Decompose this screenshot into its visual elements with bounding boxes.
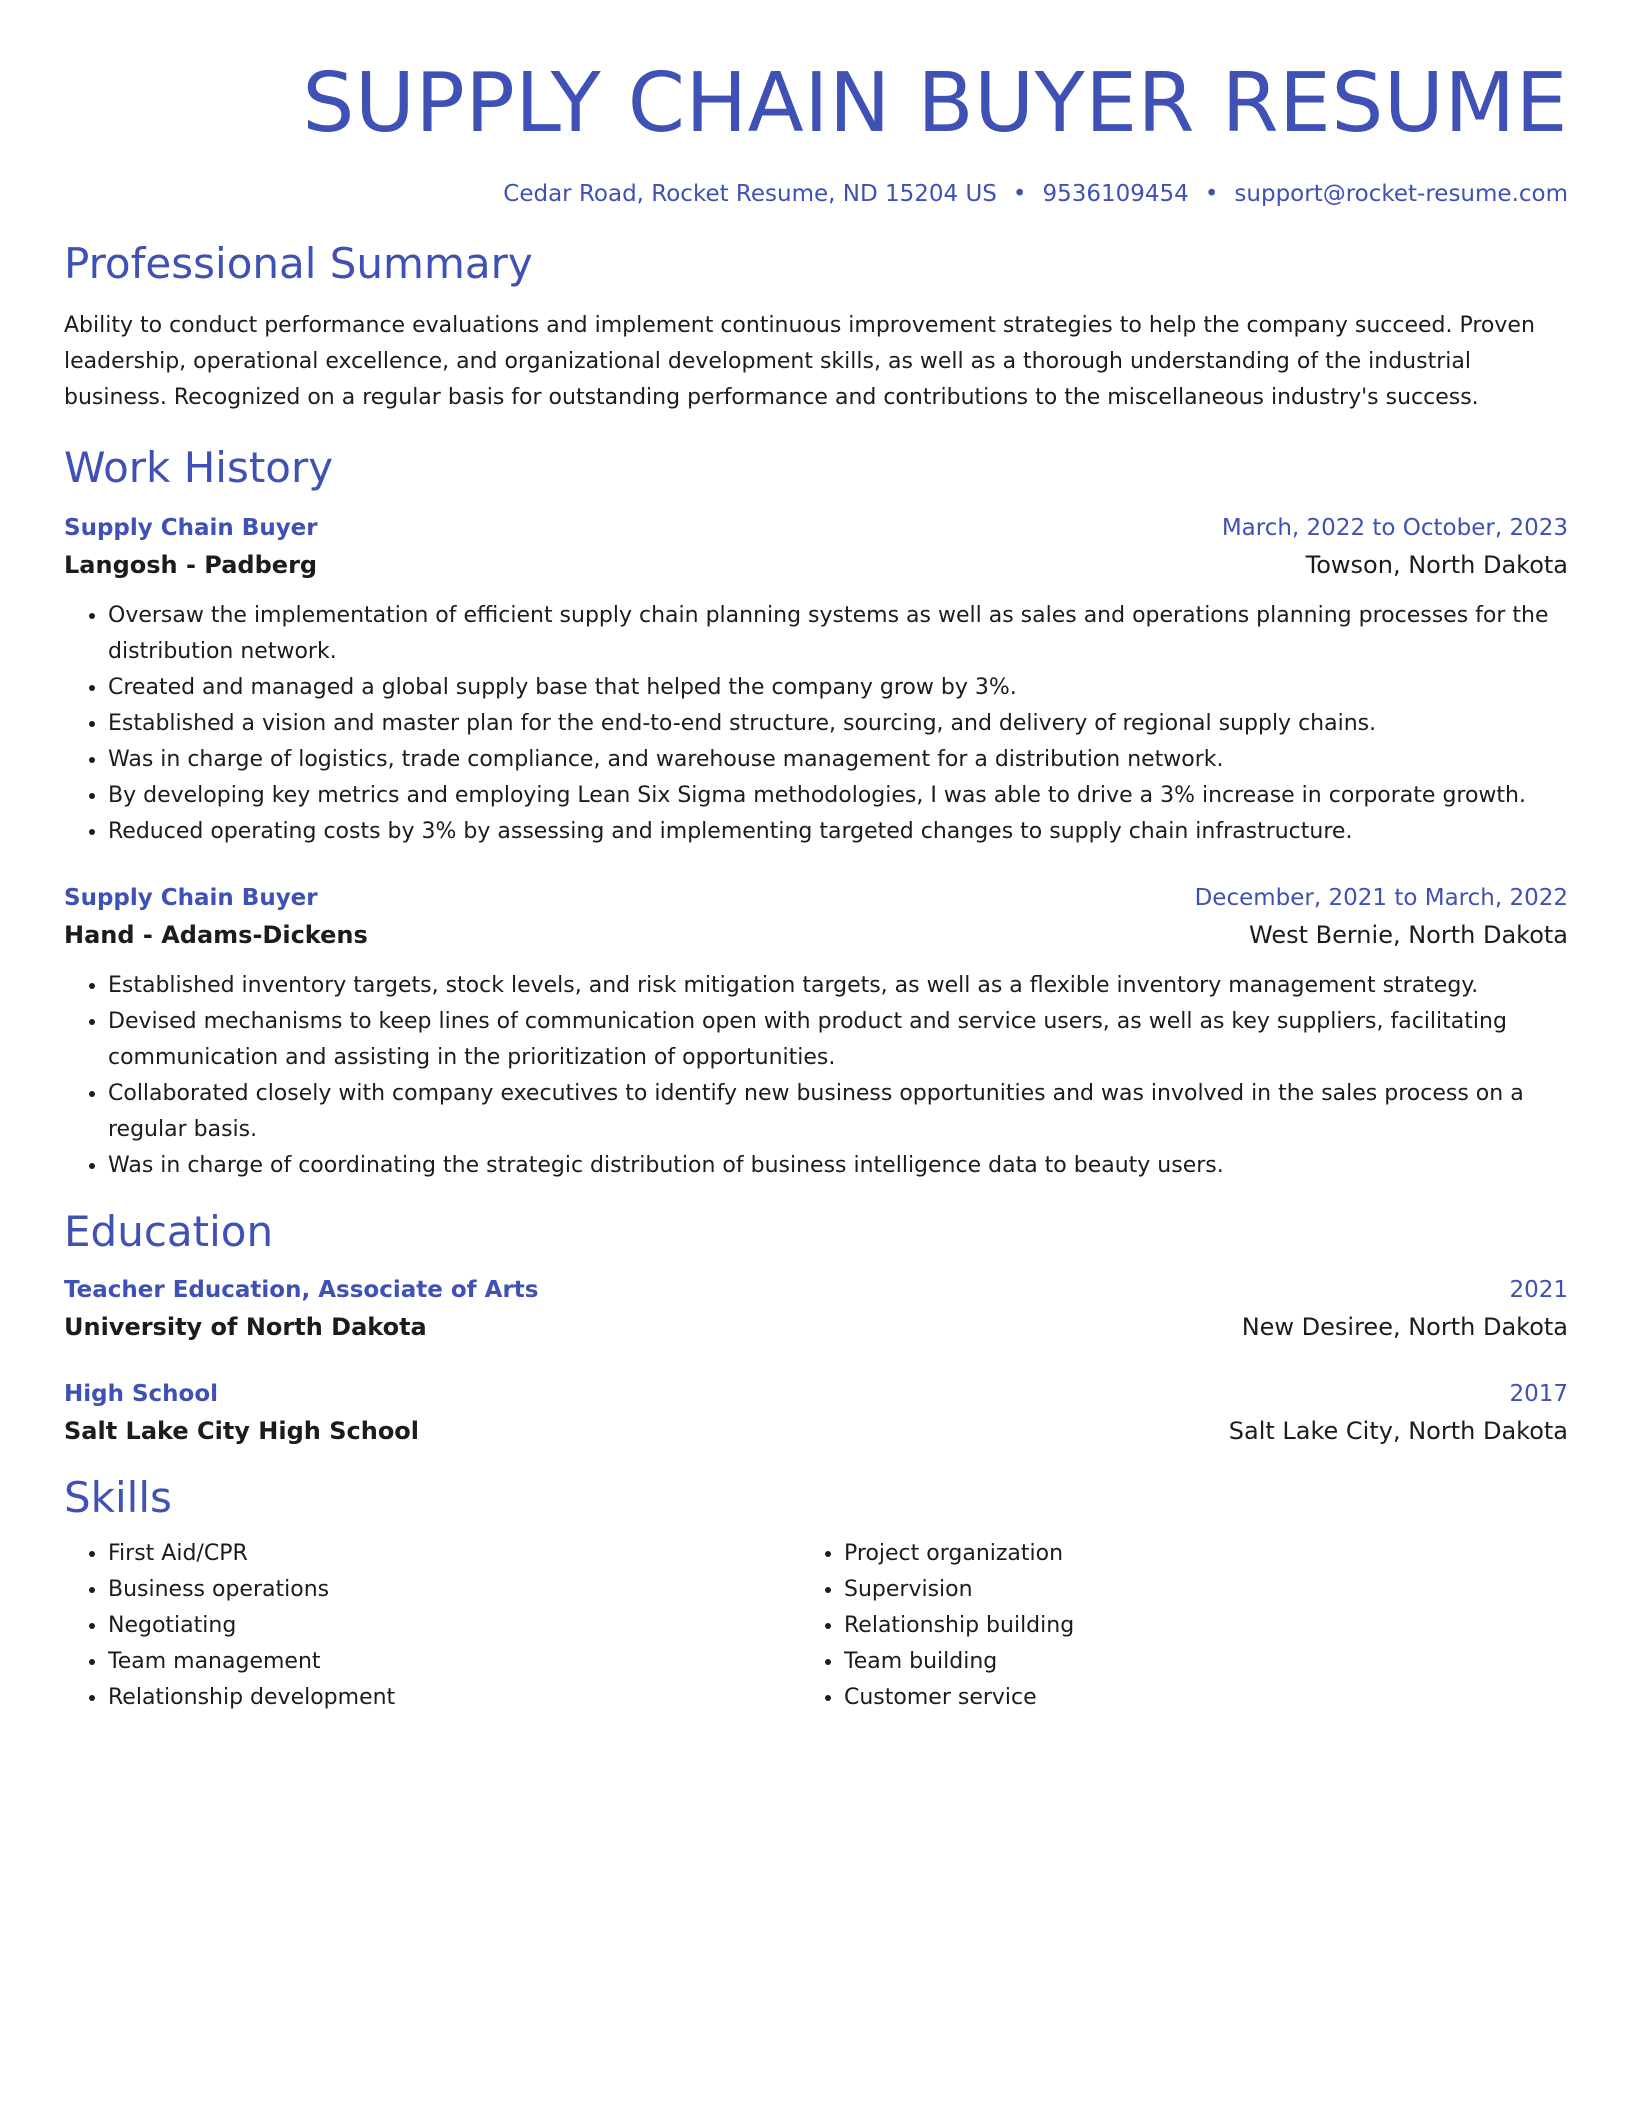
summary-heading: Professional Summary xyxy=(64,239,533,288)
contact-separator: • xyxy=(1012,181,1027,207)
job-dates: March, 2022 to October, 2023 xyxy=(1221,515,1568,541)
skill-item: • Customer service xyxy=(844,1680,1536,1716)
skill-item: • First Aid/CPR xyxy=(108,1536,800,1572)
skill-item: • Relationship building xyxy=(844,1608,1536,1644)
graduation-year: 2021 xyxy=(1509,1277,1568,1303)
skill-item: • Project organization xyxy=(844,1536,1536,1572)
contact-line xyxy=(64,178,1568,210)
job-location: Towson, North Dakota xyxy=(1305,551,1568,579)
resume-title: SUPPLY CHAIN BUYER RESUME xyxy=(302,56,1568,151)
skill-item: • Team building xyxy=(844,1644,1536,1680)
skill-item: • Business operations xyxy=(108,1572,800,1608)
job-bullet: • Was in charge of coordinating the strategic distribution of business intelligence data to beauty users. xyxy=(108,1148,1568,1184)
job-bullet: • By developing key metrics and employing Lean Six Sigma methodologies, I was able to drive a 3% increase in corporate growth. xyxy=(108,778,1568,814)
skills-column-left xyxy=(64,1536,800,1716)
summary-section xyxy=(64,238,1568,416)
skills-grid xyxy=(64,1536,1568,1716)
skill-item: • Supervision xyxy=(844,1572,1536,1608)
contact-phone: 9536109454 xyxy=(1042,181,1189,207)
job-entry xyxy=(64,510,1568,850)
job-bullet: • Was in charge of logistics, trade compliance, and warehouse management for a distribution network. xyxy=(108,742,1568,778)
summary-text: Ability to conduct performance evaluations and implement continuous improvement strategies to help the company succeed. Proven leadership, operational excellence, and organizational development skills, as well as a thorough understanding of the industrial business. Recognized on a regular basis for outstanding performance and contributions to the miscellaneous industry's success. xyxy=(64,313,1535,410)
skills-column-right xyxy=(800,1536,1536,1716)
job-title: Supply Chain Buyer xyxy=(64,515,318,541)
skills-section xyxy=(64,1472,1568,1716)
contact-separator: • xyxy=(1204,181,1219,207)
job-entry xyxy=(64,880,1568,1184)
education-entry xyxy=(64,1272,1568,1346)
skills-heading: Skills xyxy=(64,1473,172,1522)
education-heading: Education xyxy=(64,1207,274,1256)
skill-item: • Team management xyxy=(108,1644,800,1680)
school-name: Salt Lake City High School xyxy=(64,1417,420,1445)
job-bullet: • Reduced operating costs by 3% by assessing and implementing targeted changes to supply chain infrastructure. xyxy=(108,814,1568,850)
school-name: University of North Dakota xyxy=(64,1313,427,1341)
job-bullet: • Established a vision and master plan for the end-to-end structure, sourcing, and delivery of regional supply chains. xyxy=(108,706,1568,742)
work-history-section xyxy=(64,442,1568,1184)
job-bullet: • Collaborated closely with company executives to identify new business opportunities and was involved in the sales process on a regular basis. xyxy=(108,1076,1568,1148)
school-location: Salt Lake City, North Dakota xyxy=(1228,1417,1568,1445)
contact-email: support@rocket-resume.com xyxy=(1234,181,1568,207)
education-entry xyxy=(64,1376,1568,1450)
job-bullet: • Created and managed a global supply base that helped the company grow by 3%. xyxy=(108,670,1568,706)
school-location: New Desiree, North Dakota xyxy=(1241,1313,1568,1341)
skill-item: • Negotiating xyxy=(108,1608,800,1644)
job-location: West Bernie, North Dakota xyxy=(1249,921,1568,949)
job-bullets xyxy=(64,598,1568,850)
work-history-heading: Work History xyxy=(64,443,334,492)
job-title: Supply Chain Buyer xyxy=(64,885,318,911)
degree-name: High School xyxy=(64,1381,219,1407)
job-dates: December, 2021 to March, 2022 xyxy=(1194,885,1568,911)
job-bullet: • Established inventory targets, stock levels, and risk mitigation targets, as well as a flexible inventory management strategy. xyxy=(108,968,1568,1004)
employer-name: Langosh - Padberg xyxy=(64,551,318,579)
job-bullets xyxy=(64,968,1568,1184)
job-bullet: • Oversaw the implementation of efficient supply chain planning systems as well as sales and operations planning processes for the distribution network. xyxy=(108,598,1568,670)
graduation-year: 2017 xyxy=(1509,1381,1568,1407)
job-bullet: • Devised mechanisms to keep lines of communication open with product and service users, as well as key suppliers, facilitating communication and assisting in the prioritization of opportunities. xyxy=(108,1004,1568,1076)
degree-name: Teacher Education, Associate of Arts xyxy=(64,1277,539,1303)
employer-name: Hand - Adams-Dickens xyxy=(64,921,368,949)
contact-address: Cedar Road, Rocket Resume, ND 15204 US xyxy=(503,181,997,207)
skill-item: • Relationship development xyxy=(108,1680,800,1716)
education-section xyxy=(64,1206,1568,1450)
